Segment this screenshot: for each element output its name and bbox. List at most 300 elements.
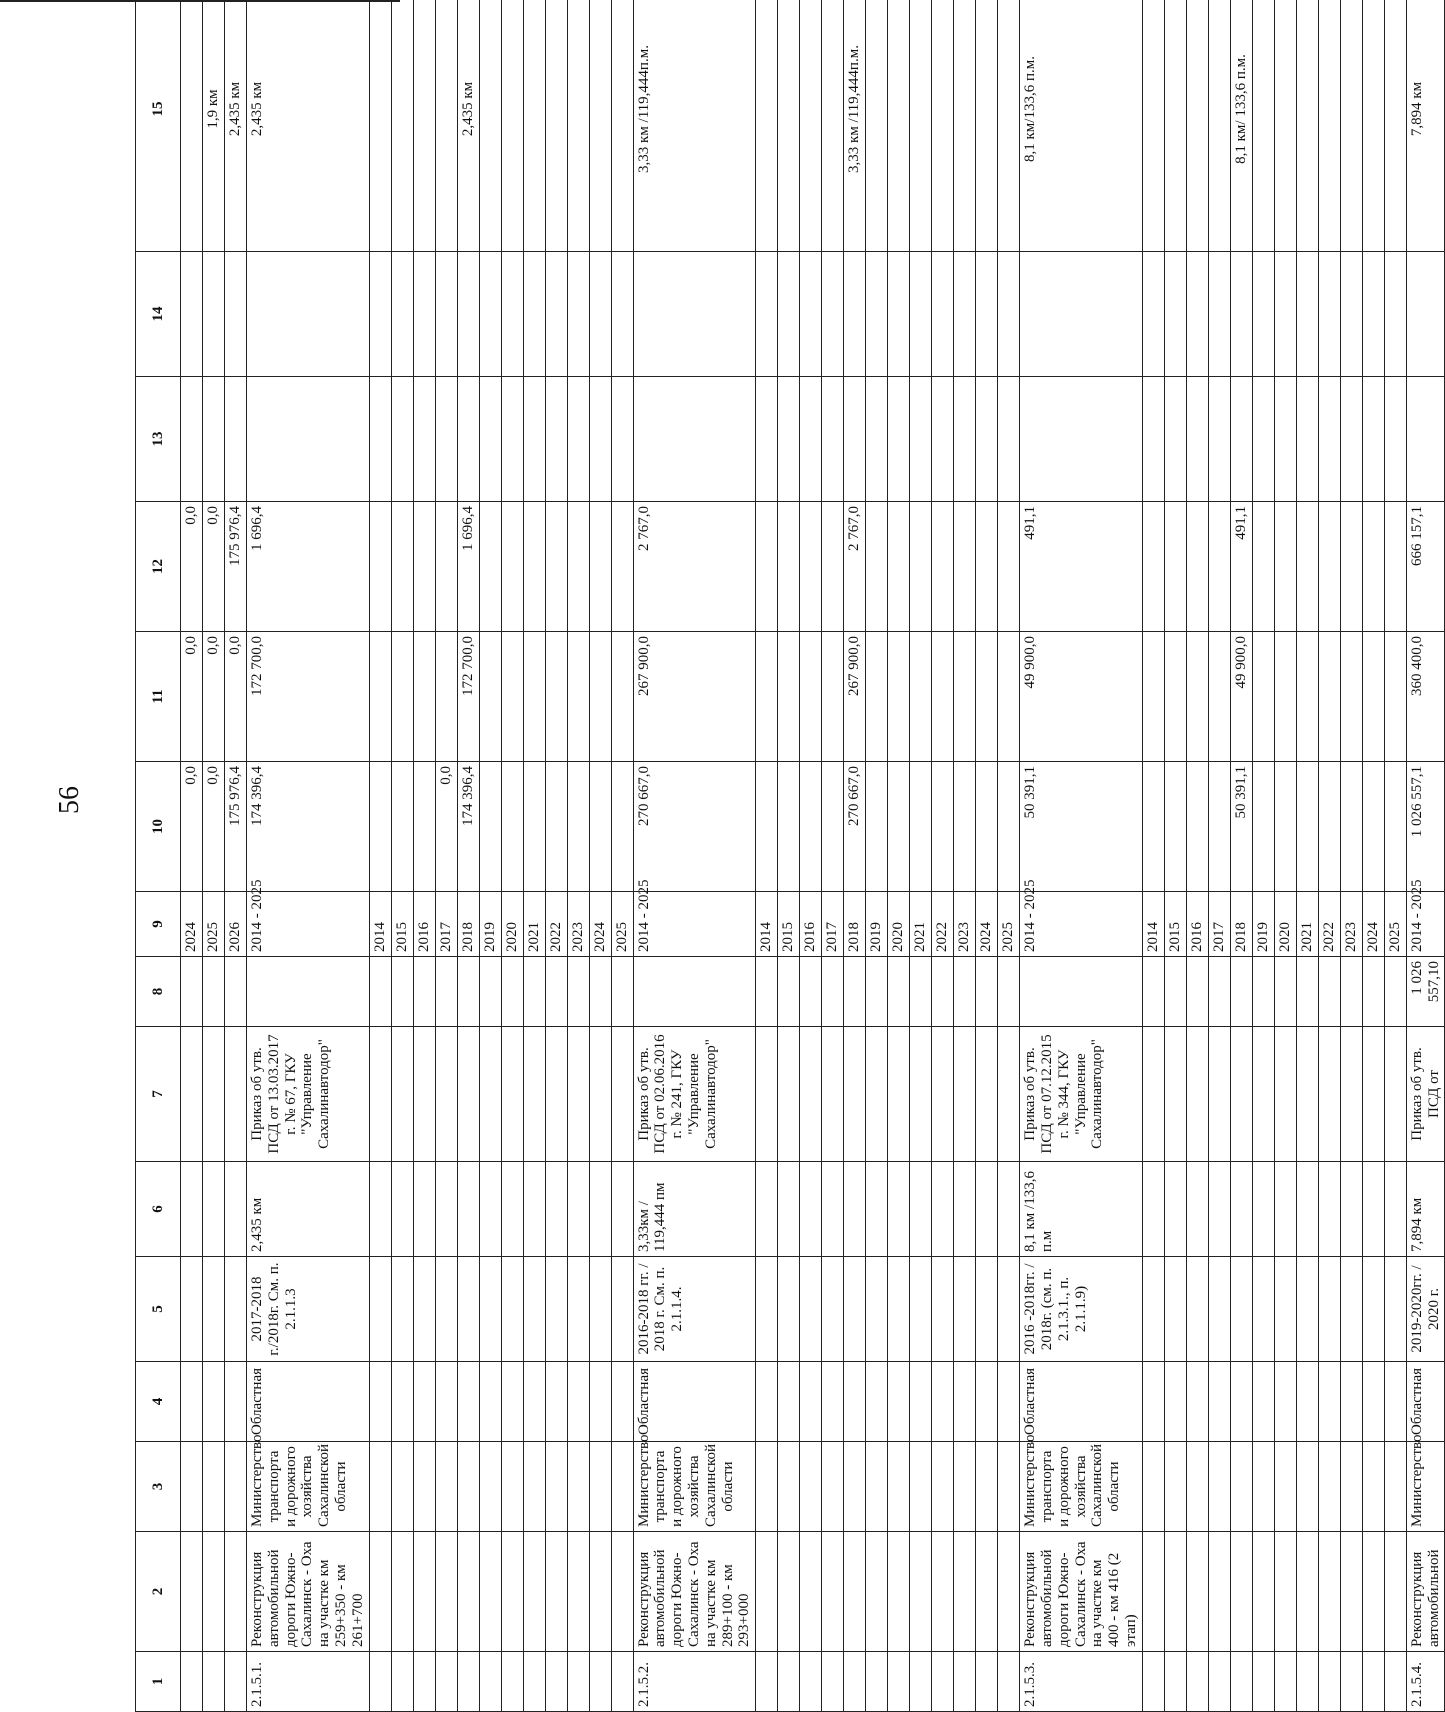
column-header-8: 8 [136,957,181,1027]
cell-c2 [1384,1532,1406,1652]
cell-c2 [976,1532,998,1652]
cell-c6 [181,1162,203,1257]
cell-c5 [822,1257,844,1362]
cell-c11 [1318,632,1340,762]
cell-c11 [501,632,523,762]
cell-c1 [998,1652,1020,1712]
cell-c2 [932,1532,954,1652]
cell-c7 [954,1027,976,1162]
cell-c7 [998,1027,1020,1162]
cell-c14 [910,252,932,377]
cell-c6 [1296,1162,1318,1257]
cell-c4 [822,1362,844,1442]
cell-c9: 2025 [1384,892,1406,957]
cell-c2 [391,1532,413,1652]
cell-c14 [1230,252,1252,377]
cell-c11: 0,0 [203,632,225,762]
cell-c11 [589,632,611,762]
cell-c11: 267 900,0 [844,632,866,762]
cell-c5 [778,1257,800,1362]
cell-c11 [1142,632,1164,762]
cell-c14 [457,252,479,377]
cell-c2 [479,1532,501,1652]
cell-c11 [976,632,998,762]
cell-c15 [589,0,611,252]
cell-c6 [1164,1162,1186,1257]
cell-c6 [1362,1162,1384,1257]
cell-c9: 2018 [1230,892,1252,957]
cell-c15 [501,0,523,252]
cell-c4 [479,1362,501,1442]
cell-c14 [1318,252,1340,377]
table-row [369,0,391,1712]
cell-c13 [1142,377,1164,502]
cell-c4 [1186,1362,1208,1442]
cell-c13 [391,377,413,502]
cell-c2 [225,1532,247,1652]
cell-c4 [1164,1362,1186,1442]
cell-c10 [391,762,413,892]
cell-c13 [1296,377,1318,502]
cell-c5 [1340,1257,1362,1362]
cell-c8 [866,957,888,1027]
cell-c8 [1340,957,1362,1027]
cell-c1 [1186,1652,1208,1712]
cell-c1 [822,1652,844,1712]
cell-c6 [1318,1162,1340,1257]
table-row [1164,0,1186,1712]
cell-c1 [800,1652,822,1712]
cell-c8 [1252,957,1274,1027]
cell-c14 [800,252,822,377]
cell-c5 [932,1257,954,1362]
cell-c13 [1208,377,1230,502]
cell-c12 [954,502,976,632]
cell-c15 [954,0,976,252]
cell-c5 [998,1257,1020,1362]
cell-c12: 2 767,0 [844,502,866,632]
cell-c8 [998,957,1020,1027]
cell-c9: 2019 [866,892,888,957]
cell-c1 [1164,1652,1186,1712]
cell-c10 [589,762,611,892]
column-header-9: 9 [136,892,181,957]
cell-c14 [1164,252,1186,377]
cell-c6 [611,1162,633,1257]
cell-c10 [545,762,567,892]
cell-c13 [1406,377,1445,502]
cell-c7 [391,1027,413,1162]
cell-c11 [998,632,1020,762]
cell-c4 [181,1362,203,1442]
cell-c3 [1296,1442,1318,1532]
cell-c1 [954,1652,976,1712]
cell-c1 [932,1652,954,1712]
cell-c10 [1252,762,1274,892]
cell-c3 [203,1442,225,1532]
cell-c9: 2014 - 2025 [633,892,756,957]
cell-c10 [1274,762,1296,892]
table-row [181,0,203,1712]
cell-c10: 50 391,1 [1020,762,1143,892]
cell-c6 [523,1162,545,1257]
cell-c3 [1340,1442,1362,1532]
cell-c12 [545,502,567,632]
cell-c13 [1274,377,1296,502]
cell-c4 [203,1362,225,1442]
cell-c12 [589,502,611,632]
cell-c3 [778,1442,800,1532]
cell-c2 [567,1532,589,1652]
column-header-12: 12 [136,502,181,632]
cell-c7 [567,1027,589,1162]
cell-c8 [203,957,225,1027]
cell-c14 [225,252,247,377]
cell-c5 [954,1257,976,1362]
cell-c3 [800,1442,822,1532]
cell-c10 [756,762,778,892]
cell-c15: 2,435 км [247,0,370,252]
cell-c1 [1208,1652,1230,1712]
cell-c6 [910,1162,932,1257]
cell-c12 [1208,502,1230,632]
cell-c5 [457,1257,479,1362]
cell-c11 [1274,632,1296,762]
cell-c14 [1406,252,1445,377]
cell-c7: Приказ об утв. ПСД от 02.06.2016 г. № 241, ГКУ "Управление Сахалинавтодор" [633,1027,756,1162]
cell-c4 [567,1362,589,1442]
cell-c9: 2024 [589,892,611,957]
cell-c8 [910,957,932,1027]
cell-c11: 172 700,0 [247,632,370,762]
cell-c6 [954,1162,976,1257]
cell-c9: 2020 [1274,892,1296,957]
cell-c7 [369,1027,391,1162]
cell-c7 [1274,1027,1296,1162]
cell-c7 [910,1027,932,1162]
cell-c7 [932,1027,954,1162]
cell-c5 [413,1257,435,1362]
cell-c9: 2024 [1362,892,1384,957]
table-row [822,0,844,1712]
cell-c13 [413,377,435,502]
cell-c8 [181,957,203,1027]
cell-c11 [1208,632,1230,762]
cell-c5 [1252,1257,1274,1362]
cell-c13 [479,377,501,502]
cell-c13 [567,377,589,502]
cell-c6 [203,1162,225,1257]
cell-c14 [391,252,413,377]
cell-c15: 3,33 км /119,444п.м. [633,0,756,252]
cell-c11 [1362,632,1384,762]
cell-c6 [1208,1162,1230,1257]
cell-c7 [1142,1027,1164,1162]
cell-c12 [932,502,954,632]
cell-c14 [633,252,756,377]
table-row [1340,0,1362,1712]
cell-c9: 2020 [888,892,910,957]
cell-c5 [1296,1257,1318,1362]
cell-c1 [1142,1652,1164,1712]
cell-c4 [457,1362,479,1442]
cell-c6: 2,435 км [247,1162,370,1257]
cell-c9: 2014 - 2025 [1406,892,1445,957]
cell-c13 [1384,377,1406,502]
cell-c10 [1384,762,1406,892]
cell-c8 [976,957,998,1027]
cell-c14 [1340,252,1362,377]
cell-c14 [181,252,203,377]
column-header-3: 3 [136,1442,181,1532]
cell-c8 [1274,957,1296,1027]
cell-c4 [976,1362,998,1442]
cell-c15 [778,0,800,252]
table-row [225,0,247,1712]
cell-c4 [1252,1362,1274,1442]
cell-c2 [545,1532,567,1652]
cell-c9: 2022 [1318,892,1340,957]
cell-c9: 2022 [932,892,954,957]
cell-c2 [998,1532,1020,1652]
cell-c11 [954,632,976,762]
table-row [1296,0,1318,1712]
cell-c15 [181,0,203,252]
cell-c3 [181,1442,203,1532]
cell-c5 [1186,1257,1208,1362]
cell-c10: 50 391,1 [1230,762,1252,892]
cell-c14 [611,252,633,377]
cell-c5: 2019-2020гг. / 2020 г. [1406,1257,1445,1362]
cell-c14 [1274,252,1296,377]
cell-c3 [1362,1442,1384,1532]
cell-c14 [822,252,844,377]
cell-c13 [247,377,370,502]
cell-c13 [1318,377,1340,502]
cell-c6 [998,1162,1020,1257]
cell-c6 [800,1162,822,1257]
header-row [136,0,181,1712]
cell-c14 [413,252,435,377]
cell-c15 [1384,0,1406,252]
cell-c5 [800,1257,822,1362]
cell-c12 [888,502,910,632]
cell-c12 [567,502,589,632]
cell-c12 [866,502,888,632]
cell-c15 [910,0,932,252]
cell-c9: 2015 [778,892,800,957]
cell-c3 [1318,1442,1340,1532]
cell-c8 [932,957,954,1027]
cell-c9: 2014 [756,892,778,957]
cell-c14 [247,252,370,377]
table-row [1384,0,1406,1712]
cell-c6 [844,1162,866,1257]
table-row [1362,0,1384,1712]
cell-c7 [1296,1027,1318,1162]
cell-c7 [1252,1027,1274,1162]
column-header-1: 1 [136,1652,181,1712]
cell-c7 [822,1027,844,1162]
cell-c3 [545,1442,567,1532]
cell-c6 [822,1162,844,1257]
column-header-13: 13 [136,377,181,502]
cell-c8 [247,957,370,1027]
cell-c14 [998,252,1020,377]
cell-c15 [567,0,589,252]
cell-c3 [932,1442,954,1532]
cell-c12 [1142,502,1164,632]
cell-c4 [225,1362,247,1442]
cell-c11 [523,632,545,762]
cell-c6: 3,33км / 119,444 пм [633,1162,756,1257]
cell-c2 [1274,1532,1296,1652]
cell-c10 [998,762,1020,892]
cell-c8 [756,957,778,1027]
cell-c3 [888,1442,910,1532]
cell-c10: 0,0 [435,762,457,892]
cell-c9: 2018 [457,892,479,957]
cell-c15 [1186,0,1208,252]
cell-c7 [611,1027,633,1162]
cell-c12: 666 157,1 [1406,502,1445,632]
cell-c10 [501,762,523,892]
cell-c7 [181,1027,203,1162]
column-header-10: 10 [136,762,181,892]
cell-c14 [778,252,800,377]
cell-c6 [391,1162,413,1257]
cell-c13 [844,377,866,502]
cell-c10 [800,762,822,892]
cell-c8 [1296,957,1318,1027]
cell-c5 [1208,1257,1230,1362]
cell-c1 [910,1652,932,1712]
cell-c15 [1252,0,1274,252]
cell-c13 [954,377,976,502]
cell-c2 [457,1532,479,1652]
cell-c2 [1340,1532,1362,1652]
cell-c3 [756,1442,778,1532]
cell-c8 [1142,957,1164,1027]
cell-c4: Областная [633,1362,756,1442]
cell-c15: 7,894 км [1406,0,1445,252]
cell-c1 [1318,1652,1340,1712]
cell-c11: 172 700,0 [457,632,479,762]
cell-c10: 174 396,4 [247,762,370,892]
cell-c3 [413,1442,435,1532]
cell-c1 [181,1652,203,1712]
cell-c6 [932,1162,954,1257]
cell-c13 [611,377,633,502]
cell-c13 [932,377,954,502]
cell-c1 [866,1652,888,1712]
cell-c13 [910,377,932,502]
cell-c11: 49 900,0 [1020,632,1143,762]
cell-c2 [203,1532,225,1652]
cell-c3 [998,1442,1020,1532]
cell-c9: 2020 [501,892,523,957]
page-number: 56 [54,786,85,814]
cell-c12 [435,502,457,632]
cell-c12 [523,502,545,632]
cell-c14 [1296,252,1318,377]
cell-c9: 2014 [369,892,391,957]
cell-c13 [888,377,910,502]
cell-c4 [800,1362,822,1442]
cell-c10 [369,762,391,892]
cell-c3 [611,1442,633,1532]
cell-c1 [391,1652,413,1712]
cell-c4 [888,1362,910,1442]
cell-c2 [435,1532,457,1652]
cell-c8 [413,957,435,1027]
cell-c2 [369,1532,391,1652]
table-row [1142,0,1164,1712]
cell-c3 [523,1442,545,1532]
cell-c14 [523,252,545,377]
cell-c13 [181,377,203,502]
cell-c12 [413,502,435,632]
cell-c12: 0,0 [203,502,225,632]
cell-c12: 175 976,4 [225,502,247,632]
cell-c14 [844,252,866,377]
cell-c11: 0,0 [225,632,247,762]
table-row [247,0,370,1712]
cell-c12 [1340,502,1362,632]
cell-c5 [567,1257,589,1362]
cell-c6 [1274,1162,1296,1257]
cell-c3 [822,1442,844,1532]
cell-c4 [1296,1362,1318,1442]
cell-c14 [369,252,391,377]
cell-c14 [1384,252,1406,377]
cell-c9: 2017 [822,892,844,957]
table-row [611,0,633,1712]
table-row [866,0,888,1712]
cell-c2 [1318,1532,1340,1652]
cell-c13 [822,377,844,502]
table-row [800,0,822,1712]
table-row [976,0,998,1712]
cell-c5 [181,1257,203,1362]
cell-c14 [932,252,954,377]
cell-c1 [844,1652,866,1712]
cell-c1 [1274,1652,1296,1712]
cell-c10 [932,762,954,892]
cell-c1: 2.1.5.1. [247,1652,370,1712]
cell-c3: Министерство транспорта и дорожного хозяйства Сахалинской области [633,1442,756,1532]
cell-c10 [778,762,800,892]
cell-c12: 491,1 [1230,502,1252,632]
cell-c11 [866,632,888,762]
cell-c13 [457,377,479,502]
cell-c4 [545,1362,567,1442]
cell-c8 [523,957,545,1027]
table-row [844,0,866,1712]
cell-c4 [413,1362,435,1442]
cell-c8 [225,957,247,1027]
cell-c8 [545,957,567,1027]
table-row [954,0,976,1712]
cell-c15 [998,0,1020,252]
cell-c6 [976,1162,998,1257]
cell-c4 [501,1362,523,1442]
cell-c1 [501,1652,523,1712]
cell-c9: 2014 [1142,892,1164,957]
cell-c7 [225,1027,247,1162]
cell-c2 [866,1532,888,1652]
cell-c1: 2.1.5.2. [633,1652,756,1712]
